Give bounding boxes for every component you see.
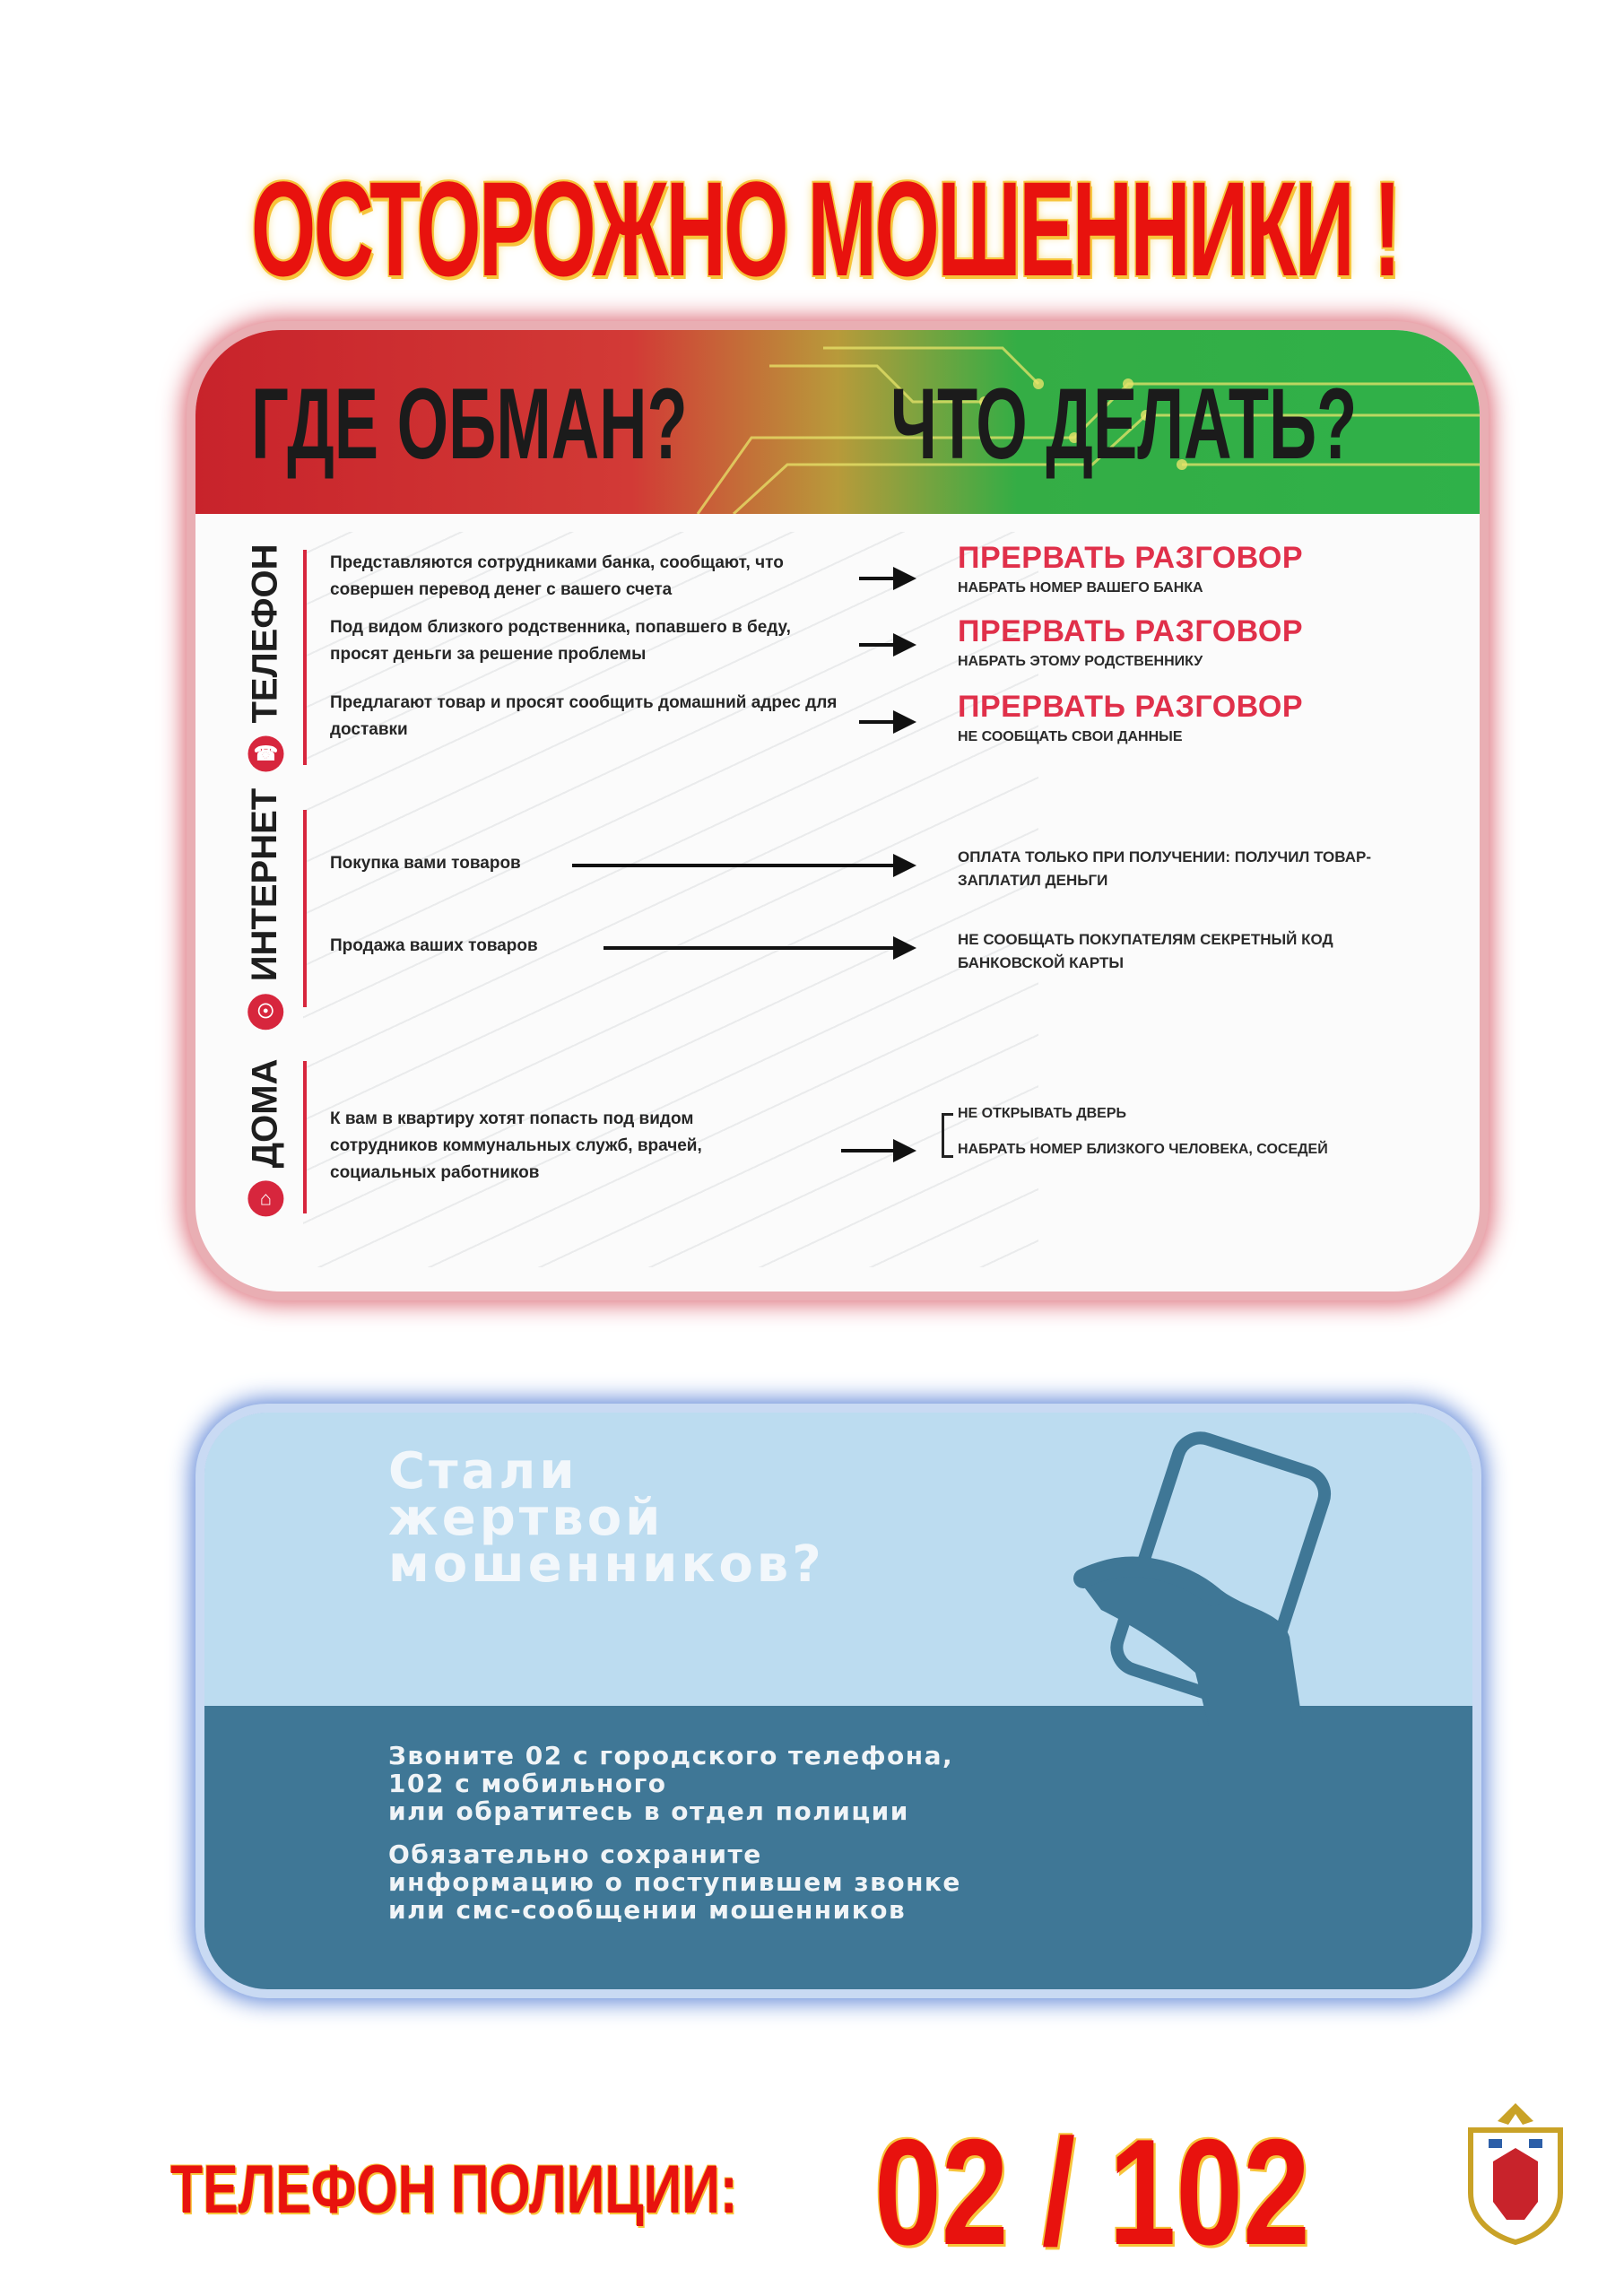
problem-text: Покупка вами товаров <box>330 854 521 873</box>
action-subtitle: НАБРАТЬ НОМЕР ВАШЕГО БАНКА <box>958 580 1203 596</box>
section-label: ☎ ТЕЛЕФОН <box>246 544 286 771</box>
section-label: ☉ ИНТЕРНЕТ <box>246 787 286 1029</box>
problem-text: Представляются сотрудниками банка, сообщают, что совершен перевод денег с вашего счета <box>330 553 784 599</box>
call-police-text: Звоните 02 с городского телефона, 102 с мобильного или обратитесь в отдел полиции <box>388 1741 954 1826</box>
phone-icon: ☎ <box>248 735 283 771</box>
arrow-icon <box>604 946 913 950</box>
victim-card-bottom <box>204 1706 1472 1989</box>
hand-phone-icon <box>994 1431 1406 1726</box>
victim-title: Стали жертвой мошенников? <box>388 1442 825 1594</box>
action-subtitle: НЕ СООБЩАТЬ СВОИ ДАННЫЕ <box>958 729 1183 744</box>
action-subtitle: НАБРАТЬ НОМЕР БЛИЗКОГО ЧЕЛОВЕКА, СОСЕДЕЙ <box>958 1142 1328 1157</box>
arrow-icon <box>859 643 913 647</box>
victim-card <box>204 1413 1472 1989</box>
coat-of-arms-icon <box>1453 2094 1578 2247</box>
police-phone-numbers: 02 / 102 <box>874 2108 1310 2276</box>
arrow-icon <box>859 577 913 580</box>
action-title: ПРЕРВАТЬ РАЗГОВОР <box>958 614 1303 648</box>
card-body <box>195 514 1480 1292</box>
problem-text: К вам в квартиру хотят попасть под видом сотрудников коммунальных служб, врачей, социальных работников <box>330 1109 702 1182</box>
section-label: ⌂ ДОМА <box>246 1058 286 1216</box>
arrow-icon <box>859 720 913 724</box>
save-info-text: Обязательно сохраните информацию о поступившем звонке или смс-сообщении мошенников <box>388 1839 961 1925</box>
header-where-fraud: ГДЕ ОБМАН? <box>251 368 688 480</box>
section-internet <box>195 787 1480 1022</box>
page-title: ОСТОРОЖНО МОШЕННИКИ ! <box>250 152 1400 304</box>
problem-text: Предлагают товар и просят сообщить домашний адрес для доставки <box>330 693 838 739</box>
fraud-info-card <box>195 330 1480 1292</box>
action-title: ПРЕРВАТЬ РАЗГОВОР <box>958 541 1303 575</box>
action-title: ПРЕРВАТЬ РАЗГОВОР <box>958 690 1303 724</box>
arrow-icon <box>572 864 913 867</box>
header-what-to-do: ЧТО ДЕЛАТЬ? <box>890 368 1358 480</box>
section-divider <box>303 1061 307 1213</box>
globe-icon: ☉ <box>248 994 283 1030</box>
action-text: ОПЛАТА ТОЛЬКО ПРИ ПОЛУЧЕНИИ: ПОЛУЧИЛ ТОВАР-ЗАПЛАТИЛ ДЕНЬГИ <box>958 848 1371 889</box>
section-divider <box>303 550 307 765</box>
problem-text: Под видом близкого родственника, попавшего в беду, просят деньги за решение проблемы <box>330 618 791 664</box>
arrow-icon <box>841 1149 913 1152</box>
police-phone-label: ТЕЛЕФОН ПОЛИЦИИ: <box>170 2152 738 2228</box>
problem-text: Продажа ваших товаров <box>330 936 538 955</box>
section-home <box>195 1052 1480 1222</box>
house-icon: ⌂ <box>248 1180 283 1216</box>
action-subtitle: НАБРАТЬ ЭТОМУ РОДСТВЕННИКУ <box>958 654 1203 669</box>
action-subtitle: НЕ ОТКРЫВАТЬ ДВЕРЬ <box>958 1106 1127 1121</box>
card-header <box>195 330 1480 514</box>
action-text: НЕ СООБЩАТЬ ПОКУПАТЕЛЯМ СЕКРЕТНЫЙ КОД БАНКОВСКОЙ КАРТЫ <box>958 931 1333 971</box>
section-phone <box>195 541 1480 774</box>
section-divider <box>303 810 307 1007</box>
bracket <box>942 1113 953 1158</box>
